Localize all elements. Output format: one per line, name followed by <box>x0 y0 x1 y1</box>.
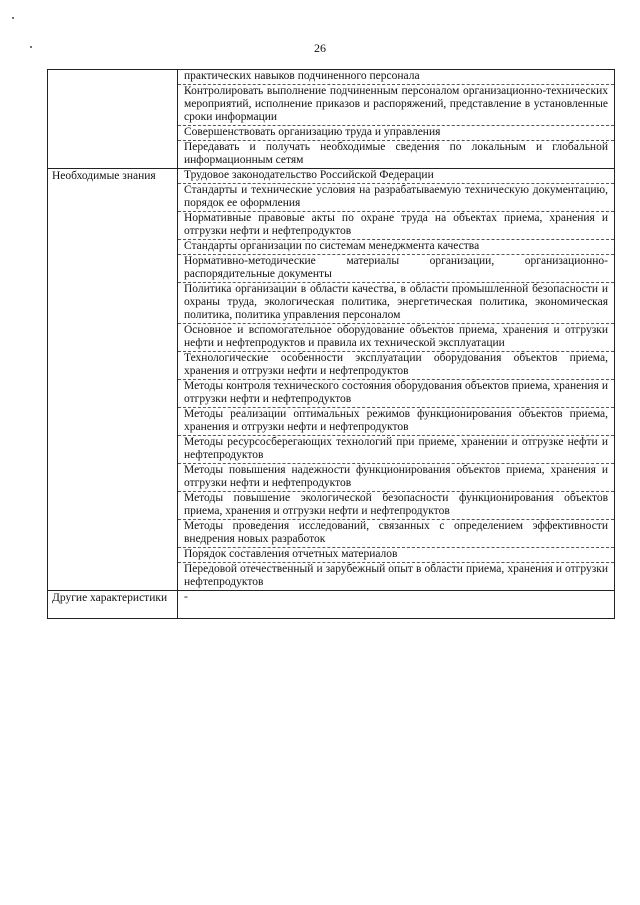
section-other-characteristics <box>48 591 614 618</box>
section-required-knowledge <box>48 169 614 591</box>
table-cell: практических навыков подчиненного персонала <box>178 70 614 85</box>
table-cell: Методы контроля технического состояния оборудования объектов приема, хранения и отгрузки нефти и нефтепродуктов <box>178 380 614 408</box>
table-cell: Методы ресурсосберегающих технологий при приеме, хранении и отгрузке нефти и нефтепродуктов <box>178 436 614 464</box>
table-cell: Совершенствовать организацию труда и управления <box>178 126 614 141</box>
table-cell: Стандарты и технические условия на разрабатываемую техническую документацию, порядок ее оформления <box>178 184 614 212</box>
table-cell: Методы проведения исследований, связанных с определением эффективности внедрения новых разработок <box>178 520 614 548</box>
table-cell: Передавать и получать необходимые сведения по локальным и глобальной информационным сетям <box>184 141 608 166</box>
table-cell: Методы повышение экологической безопасности функционирования объектов приема, хранения и отгрузки нефти и нефтепродуктов <box>178 492 614 520</box>
table-cell: Стандарты организации по системам менеджмента качества <box>178 240 614 255</box>
table-cell: Трудовое законодательство Российской Федерации <box>178 169 614 184</box>
row-label <box>48 70 178 168</box>
section-skills-continued <box>48 70 614 169</box>
table-cell: Передовой отечественный и зарубежный опыт в области приема, хранения и отгрузки нефтепродуктов <box>184 563 608 588</box>
table-cell: Нормативные правовые акты по охране труда на объектах приема, хранения и отгрузки нефти и нефтепродуктов <box>178 212 614 240</box>
table-cell: Политика организации в области качества, в области промышленной безопасности и охраны труда, экологическая политика, энергетическая политика, экономическая политика, политика управления персоналом <box>178 283 614 324</box>
scan-speck <box>12 17 14 19</box>
table-cell: - <box>184 591 188 603</box>
table-cell: Методы повышения надежности функционирования объектов приема, хранения и отгрузки нефти и нефтепродуктов <box>178 464 614 492</box>
competency-table <box>47 69 615 619</box>
table-cell: Нормативно-методические материалы организации, организационно-распорядительные документы <box>178 255 614 283</box>
page-number: 26 <box>314 41 326 55</box>
table-cell: Контролировать выполнение подчиненным персоналом организационно-технических мероприятий, исполнение приказов и распоряжений, представление в установленные сроки информации <box>178 85 614 126</box>
table-cell: Основное и вспомогательное оборудование объектов приема, хранения и отгрузки нефти и нефтепродуктов и правила их технической эксплуатации <box>178 324 614 352</box>
table-cell: Порядок составления отчетных материалов <box>178 548 614 563</box>
table-cell: Методы реализации оптимальных режимов функционирования объектов приема, хранения и отгрузки нефти и нефтепродуктов <box>178 408 614 436</box>
row-label: Другие характеристики <box>48 591 178 618</box>
row-label: Необходимые знания <box>48 169 178 590</box>
table-cell: Технологические особенности эксплуатации оборудования объектов приема, хранения и отгрузки нефти и нефтепродуктов <box>178 352 614 380</box>
